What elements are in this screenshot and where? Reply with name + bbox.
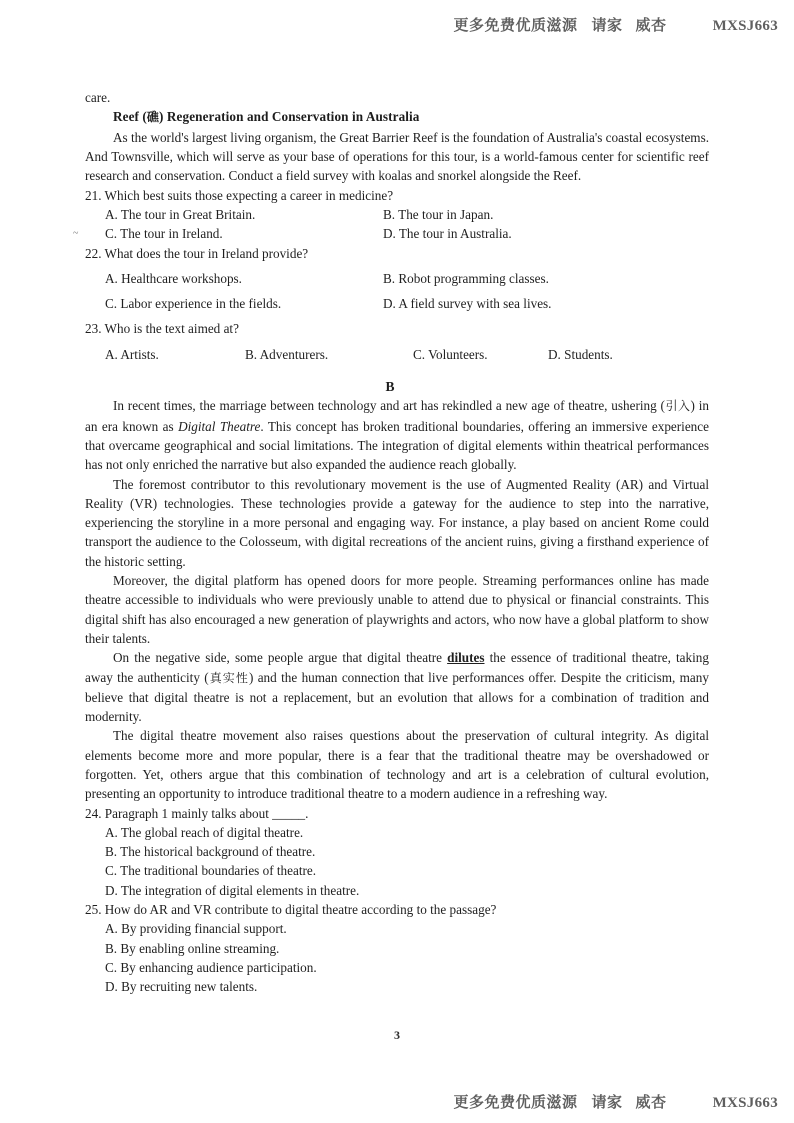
p1-text-1: In recent times, the marriage between technology and art has rekindled a new age of theatre, ushering ( [113, 398, 665, 414]
question-25-stem: 25. How do AR and VR contribute to digital theatre according to the passage? [85, 902, 497, 918]
watermark-footer-cn-3: 威杏 [635, 1093, 667, 1111]
question-24-blank: _____ [272, 805, 306, 821]
p1-italic-term: Digital Theatre [178, 418, 261, 434]
question-21-option-c[interactable] [73, 224, 383, 243]
watermark-footer [0, 1091, 794, 1112]
question-24-stem-post: . [305, 805, 309, 821]
watermark-code: MXSJ663 [712, 18, 778, 34]
p4-text-2: the essence of traditional theatre, taking away the authenticity ( [85, 650, 709, 685]
question-23-option-c[interactable]: C. Volunteers. [413, 346, 488, 362]
question-21-option-c-label: C. The tour in Ireland. [105, 226, 223, 242]
question-24-stem [85, 804, 709, 823]
watermark-text-footer [454, 1091, 667, 1112]
heading-pre: Reef ( [113, 109, 147, 125]
passage-b-paragraph-5: The digital theatre movement also raises questions about the preservation of cultural integrity. As digital elements become more and more popular, there is a fear that the traditional theatre may be overshadowed or forgotten. Yet, others argue that this combination of technology and art is a celebration of cultural evolution, presenting an opportunity to introduce traditional theatre to a modern audience in a refreshing way. [85, 728, 709, 802]
question-23-options-row [85, 345, 709, 364]
question-25-option-b[interactable]: B. By enabling online streaming. [105, 940, 280, 956]
p4-chinese-gloss: 真实性 [208, 670, 249, 685]
question-22-option-a[interactable]: A. Healthcare workshops. [105, 270, 242, 286]
passage-b-paragraph-3: Moreover, the digital platform has opened doors for more people. Streaming performances online has made theatre accessible to individuals who were previously unable to attend due to physical or financial constraints. This digital shift has also encouraged a new generation of playwrights and actors, who now have a global platform to show their talents. [85, 573, 709, 646]
question-24-option-b[interactable]: B. The historical background of theatre. [105, 844, 316, 860]
heading-chinese-gloss: 礁 [146, 110, 160, 125]
carryover-line: care. [85, 90, 111, 105]
watermark-footer-code: MXSJ663 [712, 1095, 778, 1111]
question-25-option-d[interactable]: D. By recruiting new talents. [105, 979, 258, 995]
watermark-cn-3: 威杏 [635, 16, 667, 34]
question-21-options-row-1 [85, 205, 709, 224]
question-22-option-d[interactable]: D. A field survey with sea lives. [383, 296, 552, 312]
watermark-footer-cn-1: 更多免费优质滋源 [453, 1093, 578, 1111]
p1-chinese-gloss: 引入 [664, 399, 691, 414]
question-24-option-d[interactable]: D. The integration of digital elements in theatre. [105, 882, 360, 898]
passage-b-paragraph-1 [85, 396, 709, 474]
question-21-options-row-2 [73, 224, 709, 243]
p4-underlined-word: dilutes [447, 650, 485, 666]
watermark-cn-1: 更多免费优质滋源 [453, 16, 578, 34]
document-body [73, 88, 709, 997]
question-24-stem-pre: 24. Paragraph 1 mainly talks about [85, 805, 273, 821]
page-number: 3 [394, 1028, 400, 1042]
question-23-option-a[interactable]: A. Artists. [105, 346, 159, 362]
p4-text-3: ) and the human connection that live performances offer. Despite the criticism, many believe that digital theatre is not a replacement, but an evolution that allows for a combination of tradition and modernity. [85, 669, 709, 725]
question-22-option-c[interactable]: C. Labor experience in the fields. [105, 296, 282, 312]
question-23-option-b[interactable]: B. Adventurers. [245, 346, 329, 362]
p4-text-1: On the negative side, some people argue that digital theatre [113, 650, 448, 666]
question-24-option-c[interactable]: C. The traditional boundaries of theatre. [105, 863, 317, 879]
question-23-option-d[interactable]: D. Students. [548, 346, 613, 362]
passage-a-heading [85, 107, 709, 128]
question-24-option-a[interactable]: A. The global reach of digital theatre. [105, 824, 304, 840]
pen-mark-icon: ~ [73, 228, 79, 240]
question-22-option-b[interactable]: B. Robot programming classes. [383, 270, 549, 286]
question-21-stem: 21. Which best suits those expecting a career in medicine? [85, 187, 394, 203]
p1-text-2: ) in an era known as [85, 398, 709, 434]
question-22-options-row-1 [85, 269, 709, 288]
question-25-option-c[interactable]: C. By enhancing audience participation. [105, 959, 317, 975]
passage-b-paragraph-4 [85, 648, 709, 726]
watermark-header [0, 14, 794, 35]
watermark-footer-cn-2: 请家 [591, 1093, 623, 1111]
p1-text-3: . This concept has broken traditional boundaries, offering an immersive experience that overcame geographical and social limitations. The integration of digital elements within theatrical performances has not only enriched the narrative but also expanded the audience reach globally. [85, 418, 709, 473]
heading-post: ) Regeneration and Conservation in Australia [159, 109, 420, 125]
passage-b-letter: B [385, 379, 395, 395]
question-21-option-b[interactable]: B. The tour in Japan. [383, 206, 494, 222]
question-25-option-a[interactable]: A. By providing financial support. [105, 921, 287, 937]
question-23-stem: 23. Who is the text aimed at? [85, 321, 239, 337]
question-21-option-a[interactable]: A. The tour in Great Britain. [105, 206, 256, 222]
question-22-options-row-2 [85, 294, 709, 313]
passage-b-paragraph-2: The foremost contributor to this revolutionary movement is the use of Augmented Reality (AR) and Virtual Reality (VR) technologies. These technologies provide a gateway for the audience to step into the narrative, experiencing the storyline in a more personal and engaging way. For instance, a play based on ancient Rome could transport the audience to the Colosseum, with digital recreations of the ancient ruins, giving a firsthand experience of the historic setting. [85, 476, 709, 569]
question-21-option-d[interactable]: D. The tour in Australia. [383, 226, 512, 242]
watermark-text [454, 14, 667, 35]
watermark-cn-2: 请家 [591, 16, 623, 34]
question-22-stem: 22. What does the tour in Ireland provide? [85, 245, 309, 261]
passage-a-paragraph: As the world's largest living organism, the Great Barrier Reef is the foundation of Australia's coastal ecosystems. And Townsville, which will serve as your base of operations for this tour, is a world-famous center for scientific reef research and conservation. Conduct a field survey with koalas and snorkel alongside the Reef. [85, 129, 709, 184]
